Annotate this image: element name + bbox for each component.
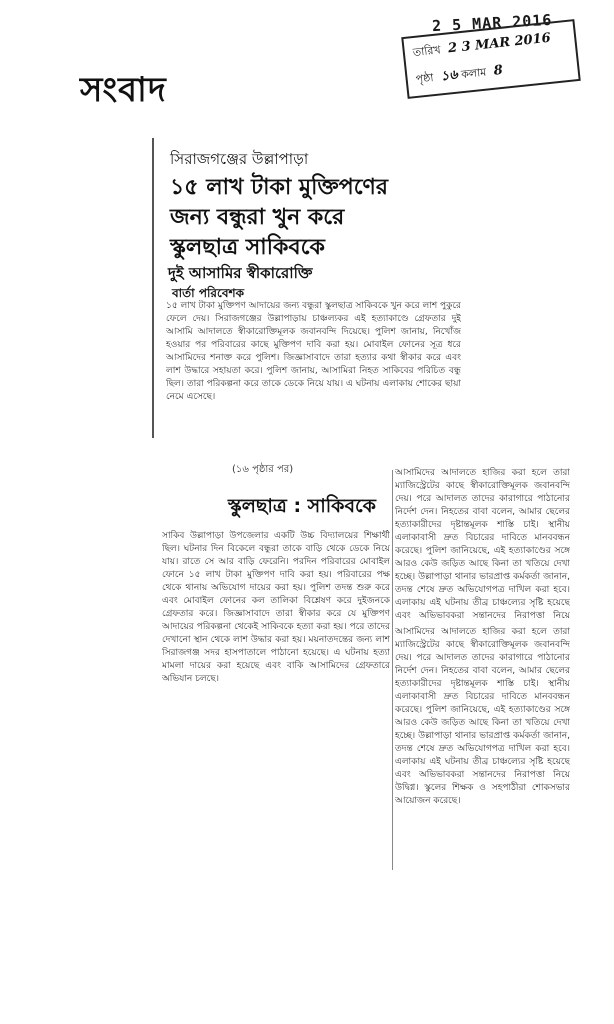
stamp-page-label: পৃষ্ঠা — [415, 71, 435, 86]
clipping-edge-divider — [152, 138, 154, 438]
stamp-column-label: কলাম — [460, 65, 487, 82]
headline-line-3: স্কুলছাত্র সাকিবকে — [170, 235, 325, 260]
continued-from-label: (১৬ পৃষ্ঠার পর) — [232, 464, 294, 475]
stamp-page-value: ১৬ — [440, 67, 459, 85]
article-body-continued-right-top: আসামিদের আদালতে হাজির করা হলে তারা ম্যাজিস্ট্রেটের কাছে স্বীকারোক্তিমূলক জবানবন্দি দেয়। পরে আদালত তাদের কারাগারে পাঠানোর নির্দেশ দেন। নিহতের বাবা বলেন, আমার ছেলের হত্যাকারীদের দৃষ্টান্তমূলক শাস্তি চাই। স্থানীয় এলাকাবাসী দ্রুত বিচারের দাবিতে মানববন্ধন করেছে। পুলিশ জানিয়েছে, এই হত্যাকাণ্ডের সঙ্গে আরও কেউ জড়িত আছে কিনা তা খতিয়ে দেখা হচ্ছে। উল্লাপাড়া থানার ভারপ্রাপ্ত কর্মকর্তা জানান, তদন্ত শেষে দ্রুত অভিযোগপত্র দাখিল করা হবে। এলাকায় এই ঘটনায় তীব্র চাঞ্চল্যের সৃষ্টি হয়েছে এবং অভিভাবকরা সন্তানদের নিরাপত্তা নিয়ে — [395, 468, 570, 621]
article-dateline: বার্তা পরিবেশক — [172, 286, 244, 300]
stamp-page-row — [415, 61, 504, 91]
stamp-date-value: 2 3 MAR 2016 — [447, 30, 552, 57]
continued-title: স্কুলছাত্র : সাকিবকে — [228, 495, 376, 517]
received-date-stamp: 2 5 MAR 2016 — [431, 10, 553, 36]
newspaper-name: সংবাদ — [80, 70, 167, 110]
archive-stamp-box — [401, 19, 581, 99]
stamp-date-label: তারিখ — [412, 43, 442, 60]
column-rule — [392, 470, 393, 870]
article-subheadline: দুই আসামির স্বীকারোক্তি — [168, 264, 313, 282]
article-body-continued-right-bottom: আসামিদের আদালতে হাজির করা হলে তারা ম্যাজিস্ট্রেটের কাছে স্বীকারোক্তিমূলক জবানবন্দি দেয়। পরে আদালত তাদের কারাগারে পাঠানোর নির্দেশ দেন। নিহতের বাবা বলেন, আমার ছেলের হত্যাকারীদের দৃষ্টান্তমূলক শাস্তি চাই। স্থানীয় এলাকাবাসী দ্রুত বিচারের দাবিতে মানববন্ধন করেছে। পুলিশ জানিয়েছে, এই হত্যাকাণ্ডের সঙ্গে আরও কেউ জড়িত আছে কিনা তা খতিয়ে দেখা হচ্ছে। উল্লাপাড়া থানার ভারপ্রাপ্ত কর্মকর্তা জানান, তদন্ত শেষে দ্রুত অভিযোগপত্র দাখিল করা হবে। এলাকায় এই ঘটনায় তীব্র চাঞ্চল্যের সৃষ্টি হয়েছে এবং অভিভাবকরা সন্তানদের নিরাপত্তা নিয়ে উদ্বিগ্ন। স্কুলের শিক্ষক ও সহপাঠীরা শোকসভার আয়োজন করেছে। — [395, 627, 570, 806]
stamp-column-value: 8 — [492, 62, 504, 79]
article-kicker: সিরাজগঞ্জের উল্লাপাড়া — [170, 150, 309, 168]
headline-line-1: ১৫ লাখ টাকা মুক্তিপণের — [170, 175, 388, 200]
stamp-date-row — [412, 30, 552, 63]
headline-line-2: জন্য বন্ধুরা খুন করে — [170, 205, 345, 230]
article-body-continued-left: সাকিব উল্লাপাড়া উপজেলার একটি উচ্চ বিদ্যালয়ের শিক্ষার্থী ছিল। ঘটনার দিন বিকেলে বন্ধুরা তাকে বাড়ি থেকে ডেকে নিয়ে যায়। রাতে সে আর বাড়ি ফেরেনি। পরদিন পরিবারের মোবাইল ফোনে ১৫ লাখ টাকা মুক্তিপণ দাবি করা হয়। পরিবারের পক্ষ থেকে থানায় অভিযোগ দায়ের করা হয়। পুলিশ তদন্ত শুরু করে এবং মোবাইল ফোনের কল তালিকা বিশ্লেষণ করে দুইজনকে গ্রেফতার করে। জিজ্ঞাসাবাদে তারা স্বীকার করে যে মুক্তিপণ আদায়ের পরিকল্পনা থেকেই সাকিবকে হত্যা করা হয়। পরে তাদের দেখানো স্থান থেকে লাশ উদ্ধার করা হয়। ময়নাতদন্তের জন্য লাশ সিরাজগঞ্জ সদর হাসপাতালে পাঠানো হয়েছে। এ ঘটনায় হত্যা মামলা দায়ের করা হয়েছে এবং বাকি আসামিদের গ্রেফতারে অভিযান চলছে। — [162, 531, 390, 684]
article-body-intro: ১৫ লাখ টাকা মুক্তিপণ আদায়ের জন্য বন্ধুরা স্কুলছাত্র সাকিবকে খুন করে লাশ পুকুরে ফেলে দেয়। সিরাজগঞ্জের উল্লাপাড়ায় চাঞ্চল্যকর এই হত্যাকাণ্ডে গ্রেফতার দুই আসামি আদালতে স্বীকারোক্তিমূলক জবানবন্দি দিয়েছে। পুলিশ জানায়, নিখোঁজ হওয়ার পর পরিবারের কাছে মুক্তিপণ দাবি করা হয়। মোবাইল ফোনের সূত্র ধরে আসামিদের শনাক্ত করে পুলিশ। জিজ্ঞাসাবাদে তারা হত্যার কথা স্বীকার করে এবং লাশ উদ্ধারে সহায়তা করে। পুলিশ জানায়, আসামিরা নিহত সাকিবের পরিচিত বন্ধু ছিল। তারা পরিকল্পনা করে তাকে ডেকে নিয়ে যায়। এ ঘটনায় এলাকায় শোকের ছায়া নেমে এসেছে। — [166, 301, 461, 402]
